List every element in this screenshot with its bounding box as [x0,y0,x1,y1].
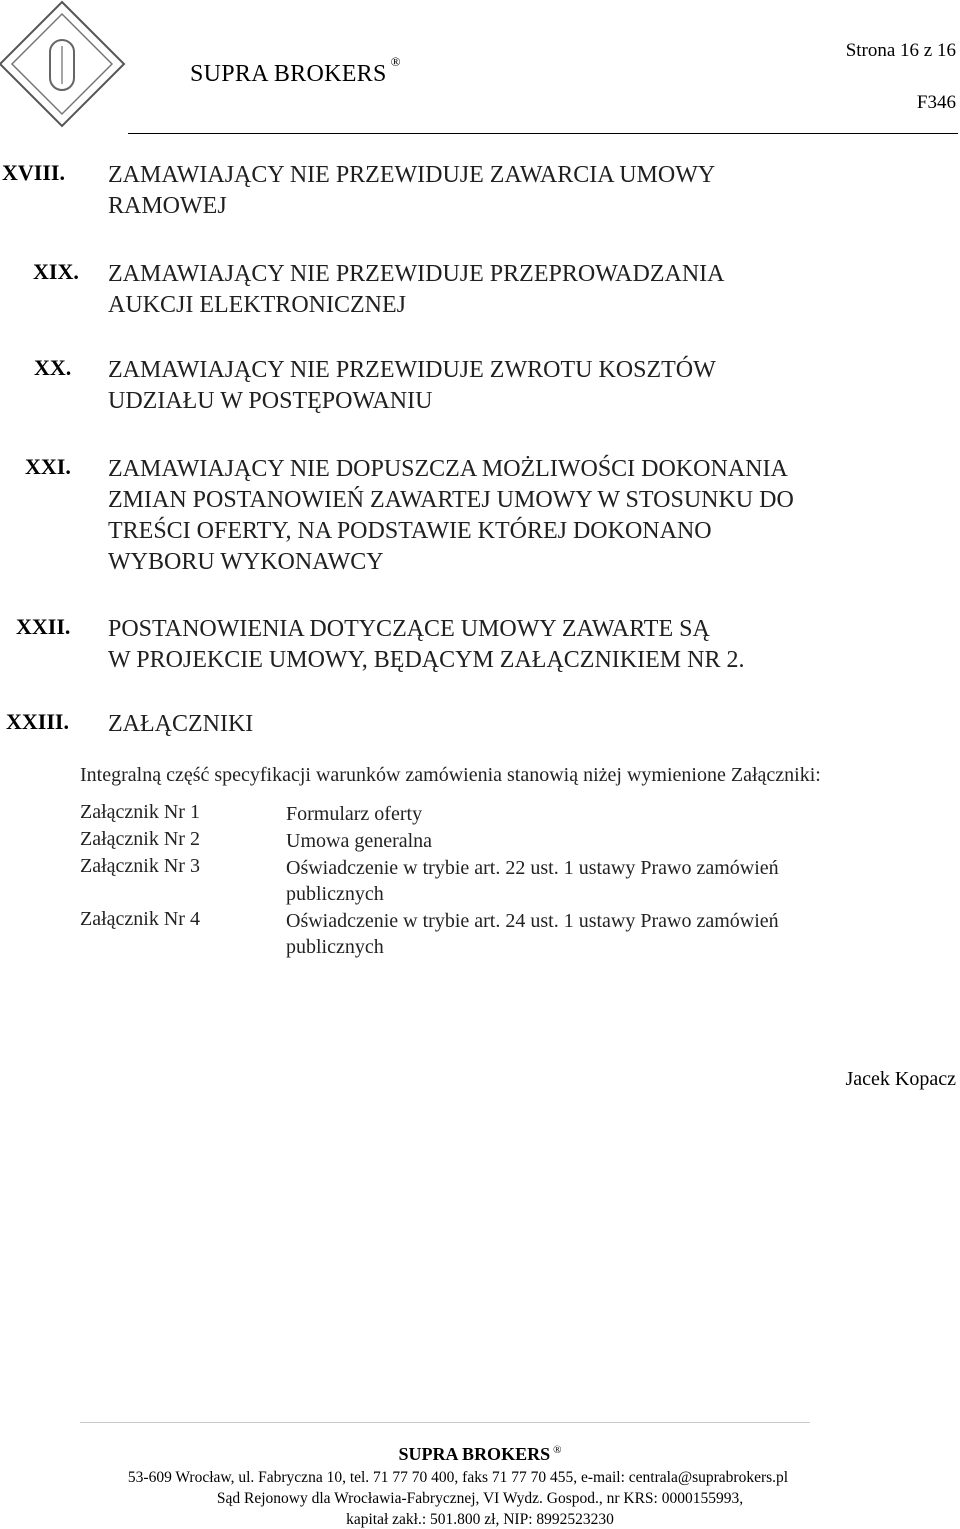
section-title-line: ZMIAN POSTANOWIEŃ ZAWARTEJ UMOWY W STOSUNKU DO [108,487,794,513]
section-title [108,259,724,321]
footer-capital: kapitał zakł.: 501.800 zł, NIP: 8992523230 [346,1511,614,1528]
section-title-line: W PROJEKCIE UMOWY, BĘDĄCYM ZAŁĄCZNIKIEM NR 2. [108,647,745,673]
section-number: XXI. [25,454,71,479]
company-logo [0,0,128,130]
footer-registry: Sąd Rejonowy dla Wrocławia-Fabrycznej, VI Wydz. Gospod., nr KRS: 0000155993, [216,1490,744,1507]
page-number: Strona 16 z 16 [845,40,956,61]
attachment-label: Załącznik Nr 2 [80,828,200,850]
footer-divider [80,1422,810,1423]
section-title [108,355,716,417]
section-title-line: UDZIAŁU W POSTĘPOWANIU [108,388,433,414]
footer-address: 53-609 Wrocław, ul. Fabryczna 10, tel. 71 77 70 400, faks 71 77 70 455, e-mail: centrala@suprabrokers.pl [127,1469,789,1486]
section-number: XVIII. [2,160,65,185]
attachment-description: Oświadczenie w trybie art. 24 ust. 1 ustawy Prawo zamówień publicznych [286,910,779,958]
header-brand [190,54,401,88]
section-title-line: AUKCJI ELEKTRONICZNEJ [108,292,406,318]
section-title-line: ZAMAWIAJĄCY NIE PRZEWIDUJE ZAWARCIA UMOWY [108,162,716,188]
section-title-line: ZAMAWIAJĄCY NIE PRZEWIDUJE PRZEPROWADZANIA [108,261,725,287]
footer-brand [0,1444,960,1465]
section-title [108,160,715,222]
section-title-line: ZAMAWIAJĄCY NIE DOPUSZCZA MOŻLIWOŚCI DOKONANIA [108,456,788,482]
attachment-description: Umowa generalna [286,830,433,852]
section-title-line: POSTANOWIENIA DOTYCZĄCE UMOWY ZAWARTE SĄ [108,616,710,642]
section-number: XXIII. [6,709,69,734]
signature: Jacek Kopacz [845,1068,956,1090]
section-number: XIX. [33,259,79,284]
section-title [108,709,253,740]
attachment-label: Załącznik Nr 4 [80,908,200,930]
section-number: XX. [34,355,72,380]
header-brand-name: SUPRA BROKERS [190,61,387,87]
section-number: XXII. [16,614,71,639]
registered-mark-icon: ® [390,54,401,69]
attachment-description: Formularz oferty [286,803,423,825]
attachment-label: Załącznik Nr 3 [80,855,200,877]
section-title [108,454,794,578]
registered-mark-icon: ® [553,1444,562,1456]
section-title-line: ZAMAWIAJĄCY NIE PRZEWIDUJE ZWROTU KOSZTÓW [108,357,716,383]
header-divider [128,133,958,134]
section-title-line: RAMOWEJ [108,193,227,219]
section-title-line: WYBORU WYKONAWCY [108,549,384,575]
section-title-line: ZAŁĄCZNIKI [108,711,254,737]
section-title-line: TREŚCI OFERTY, NA PODSTAWIE KTÓREJ DOKONANO [108,518,712,544]
attachments-intro: Integralną część specyfikacji warunków zamówienia stanowią niżej wymienione Załączniki: [80,764,821,786]
footer-brand-name: SUPRA BROKERS [398,1444,551,1464]
section-title [108,614,744,676]
attachment-label: Załącznik Nr 1 [80,801,200,823]
document-code: F346 [916,92,956,113]
attachment-description: Oświadczenie w trybie art. 22 ust. 1 ustawy Prawo zamówień publicznych [286,857,779,905]
